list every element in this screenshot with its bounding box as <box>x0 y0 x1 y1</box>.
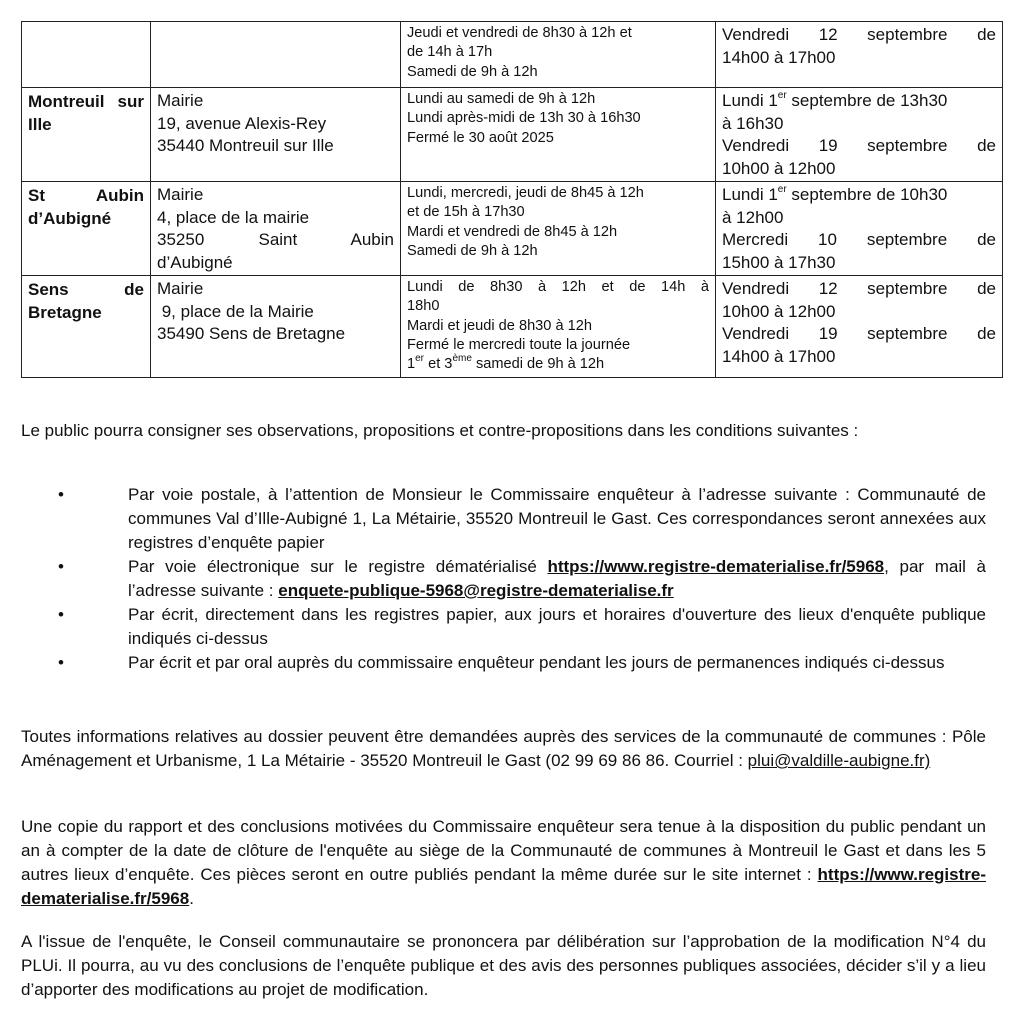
perm-line: à 12h00 <box>722 207 784 227</box>
report-text: . <box>189 889 194 908</box>
perm-line: 15h00 à 17h30 <box>722 252 836 272</box>
hours-line: et de 15h à 17h30 <box>407 204 525 221</box>
permanences-table <box>21 21 1003 378</box>
permanence-cell <box>716 276 1003 378</box>
commune-cell <box>22 22 151 88</box>
contact-email-link[interactable]: plui@valdille-aubigne.fr) <box>747 751 931 770</box>
address-line: 35490 Sens de Bretagne <box>157 324 346 343</box>
hours-line: Samedi de 9h à 12h <box>407 63 538 80</box>
perm-text: septembre de 10h30 <box>786 185 948 204</box>
perm-text: Lundi 1 <box>722 91 778 110</box>
commune-cell <box>22 276 151 378</box>
perm-line <box>722 90 996 113</box>
bullet-text: Par voie électronique sur le registre dématérialisé <box>128 557 548 576</box>
email-link[interactable]: enquete-publique-5968@registre-dematerialise.fr <box>278 581 674 600</box>
address-line: 35440 Montreuil sur Ille <box>157 136 334 155</box>
commune-cell <box>22 182 151 276</box>
bullet-text: Par voie postale, à l’attention de Monsieur le Commissaire enquêteur à l’adresse suivante : Communauté de communes Val d’Ille-Aubigné 1, La Métairie, 35520 Montreuil le Gast. Ces correspondances seront annexées aux registres d’enquête papier <box>128 485 986 552</box>
list-item <box>21 651 986 675</box>
address-line: 35250 Saint Aubin <box>157 230 394 249</box>
permanence-cell <box>716 182 1003 276</box>
hours-line: Fermé le mercredi toute la journée <box>407 336 631 353</box>
hours-line: Mardi et vendredi de 8h45 à 12h <box>407 223 618 240</box>
hours-line: Lundi de 8h30 à 12h et de 14h à <box>407 279 709 295</box>
perm-line: Vendredi 12 septembre de <box>722 279 996 298</box>
commune-line: d’Aubigné <box>28 209 112 228</box>
submission-methods-list <box>21 483 986 675</box>
registry-link[interactable]: https://www.registre-dematerialise.fr/5968 <box>547 557 885 576</box>
conclusion-paragraph: A l'issue de l'enquête, le Conseil communautaire se prononcera par délibération sur l’approbation de la modification N°4 du PLUi. Il pourra, au vu des conclusions de l’enquête publique et des avis des personnes publiques associées, décider s’il y a lieu d’apporter des modifications au projet de modification. <box>21 932 986 999</box>
address-line: Mairie <box>157 185 204 204</box>
info-text: Toutes informations relatives au dossier peuvent être demandées auprès des services de la communauté de communes : Pôle Aménagement et Urbanisme, 1 La Métairie - 35520 Montreuil le Gast (02 99 69 86 86. Courriel : <box>21 727 986 770</box>
table-row <box>22 276 1003 378</box>
perm-line: Vendredi 19 septembre de <box>722 136 996 155</box>
perm-line: 14h00 à 17h00 <box>722 346 836 366</box>
perm-line: Mercredi 10 septembre de <box>722 230 996 249</box>
perm-line: 14h00 à 17h00 <box>722 47 836 67</box>
ordinal-sup: ème <box>452 353 472 365</box>
intro-paragraph: Le public pourra consigner ses observations, propositions et contre-propositions dans les conditions suivantes : <box>21 421 859 440</box>
ordinal-sup: er <box>415 353 425 365</box>
perm-text: Lundi 1 <box>722 185 778 204</box>
hours-cell <box>401 182 716 276</box>
address-line: Mairie <box>157 279 204 298</box>
perm-line: à 16h30 <box>722 113 784 133</box>
perm-line: 10h00 à 12h00 <box>722 158 836 178</box>
perm-text: septembre de 13h30 <box>786 91 948 110</box>
report-paragraph <box>21 815 986 911</box>
bullet-icon: • <box>58 605 64 624</box>
commune-line: St Aubin <box>28 186 144 205</box>
address-cell <box>151 88 401 182</box>
hours-line: Lundi après-midi de 13h 30 à 16h30 <box>407 110 641 127</box>
address-cell <box>151 22 401 88</box>
hours-cell <box>401 88 716 182</box>
hours-cell <box>401 22 716 88</box>
permanence-cell <box>716 22 1003 88</box>
info-paragraph <box>21 725 986 773</box>
address-line: d’Aubigné <box>157 252 233 272</box>
list-item <box>21 555 986 603</box>
bullet-text: , par mail à l’adresse suivante : <box>128 557 986 600</box>
registry-link[interactable]: https://www.registre-dematerialise.fr/5968 <box>21 865 986 908</box>
hours-line: 18h0 <box>407 298 440 315</box>
bullet-icon: • <box>58 557 64 576</box>
list-item <box>21 603 986 651</box>
bullet-icon: • <box>58 485 64 504</box>
table-row <box>22 182 1003 276</box>
permanence-cell <box>716 88 1003 182</box>
address-cell <box>151 182 401 276</box>
perm-line: Vendredi 19 septembre de <box>722 324 996 343</box>
hours-line: Lundi au samedi de 9h à 12h <box>407 91 596 107</box>
hours-line: Mardi et jeudi de 8h30 à 12h <box>407 317 592 334</box>
hours-line: Fermé le 30 août 2025 <box>407 129 554 146</box>
list-item <box>21 483 986 555</box>
hours-text: et 3 <box>424 356 453 373</box>
hours-line <box>407 355 709 374</box>
perm-line <box>722 184 996 207</box>
address-line: 4, place de la mairie <box>157 207 310 227</box>
hours-text: 1 <box>407 356 416 373</box>
ordinal-sup: er <box>777 184 787 196</box>
address-line: Mairie <box>157 91 204 110</box>
commune-line: Sens de <box>28 280 144 299</box>
bullet-text: Par écrit, directement dans les registres papier, aux jours et horaires d'ouverture des lieux d'enquête publique indiqués ci-dessus <box>128 605 986 648</box>
perm-line: 10h00 à 12h00 <box>722 301 836 321</box>
hours-line: Samedi de 9h à 12h <box>407 242 538 259</box>
address-cell <box>151 276 401 378</box>
address-line: 19, avenue Alexis-Rey <box>157 113 327 133</box>
hours-line: Lundi, mercredi, jeudi de 8h45 à 12h <box>407 185 644 201</box>
hours-line: de 14h à 17h <box>407 44 493 61</box>
address-line: 9, place de la Mairie <box>157 301 314 321</box>
table-row <box>22 88 1003 182</box>
hours-line: Jeudi et vendredi de 8h30 à 12h et <box>407 25 632 41</box>
ordinal-sup: er <box>777 90 787 102</box>
commune-line: Bretagne <box>28 303 102 322</box>
table-row <box>22 22 1003 88</box>
report-text: Une copie du rapport et des conclusions motivées du Commissaire enquêteur sera tenue à la disposition du public pendant un an à compter de la date de clôture de l'enquête au siège de la Communauté de communes à Montreuil le Gast et dans les 5 autres lieux d’enquête. Ces pièces seront en outre publiés pendant la même durée sur le site internet : <box>21 817 986 884</box>
bullet-text: Par écrit et par oral auprès du commissaire enquêteur pendant les jours de permanences indiqués ci-dessus <box>128 653 945 672</box>
hours-text: samedi de 9h à 12h <box>471 356 605 373</box>
hours-cell <box>401 276 716 378</box>
commune-cell: Montreuil sur Ille <box>22 88 151 182</box>
perm-line: Vendredi 12 septembre de <box>722 25 996 44</box>
bullet-icon: • <box>58 653 64 672</box>
